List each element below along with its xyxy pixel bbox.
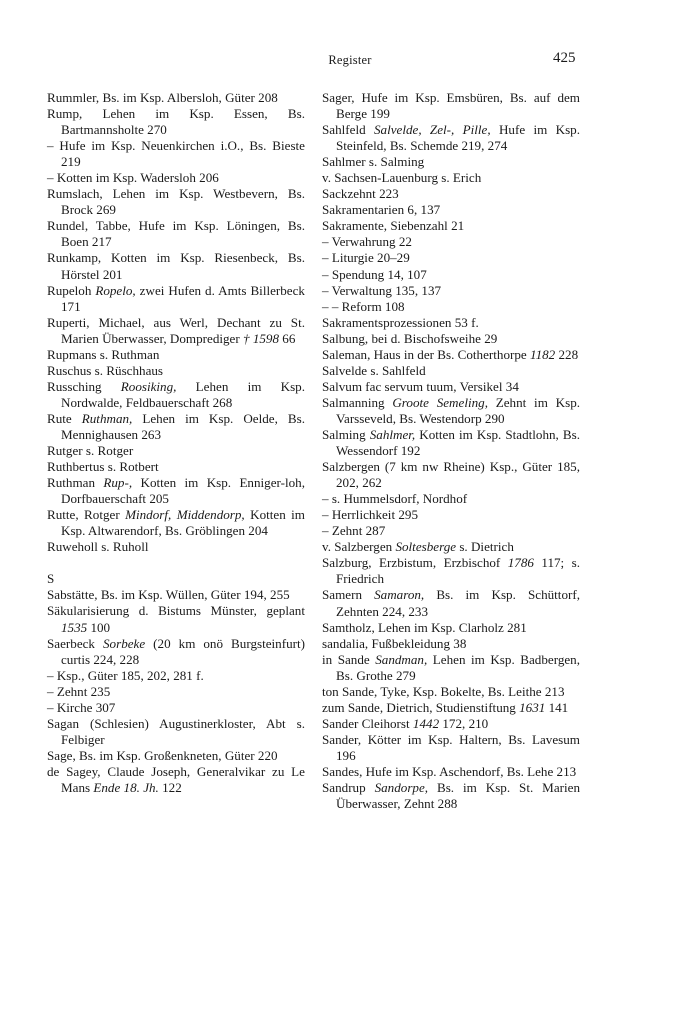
entry-text: Rupeloh: [47, 282, 96, 298]
entry-text: Samern: [322, 587, 375, 603]
entry-text: Hufe im Ksp. Steinfeld, Bs. Schemde 219, 274: [336, 122, 580, 154]
index-entry: [322, 491, 580, 507]
entry-text: ton Sande, Tyke, Ksp. Bokelte, Bs. Leithe 213: [322, 683, 565, 699]
index-entry: [47, 283, 305, 315]
index-entry: [322, 122, 580, 154]
entry-italic-text: Samaron,: [374, 587, 425, 603]
index-entry: [47, 636, 305, 668]
index-entry: [322, 218, 580, 234]
entry-italic-text: 1535: [61, 619, 88, 635]
index-entry: [47, 764, 305, 796]
entry-text: v. Sachsen-Lauenburg s. Erich: [322, 170, 482, 186]
index-entry: [322, 331, 580, 347]
entry-text: 122: [158, 779, 182, 795]
entry-text: Rute: [47, 410, 82, 426]
entry-text: 228: [555, 346, 579, 362]
index-entry: [322, 283, 580, 299]
index-entry: [47, 170, 305, 186]
entry-text: Ruschus s. Rüschhaus: [47, 362, 164, 378]
index-entry: [47, 363, 305, 379]
entry-text: – Ksp., Güter 185, 202, 281 f.: [47, 667, 204, 683]
entry-text: 66: [279, 330, 296, 346]
entry-text: Zehnt im Ksp. Varsseveld, Bs. Westendorp 290: [336, 394, 581, 426]
index-entry: [322, 427, 580, 459]
index-entry: [322, 700, 580, 716]
index-entry: [47, 475, 305, 507]
section-letter: S: [47, 571, 55, 587]
index-entry: [47, 379, 305, 411]
entry-text: Sandes, Hufe im Ksp. Aschendorf, Bs. Lehe 213: [322, 763, 577, 779]
entry-text: Sakramente, Siebenzahl 21: [322, 218, 465, 234]
entry-text: Saleman, Haus in der Bs. Cotherthorpe: [322, 346, 531, 362]
entry-text: – Herrlichkeit 295: [322, 507, 418, 523]
index-entry: [322, 154, 580, 170]
entry-text: Salbung, bei d. Bischofsweihe 29: [322, 330, 498, 346]
index-entry: [47, 315, 305, 347]
entry-italic-text: Salvelde, Zel-, Pille,: [373, 122, 491, 138]
entry-text: Bs. im Ksp. Schüttorf, Zehnten 224, 233: [336, 587, 580, 619]
entry-text: – s. Hummelsdorf, Nordhof: [322, 491, 468, 507]
entry-italic-text: 1442: [412, 715, 440, 731]
index-entry: [47, 603, 305, 635]
index-entry: [47, 459, 305, 475]
entry-italic-text: Ropelo,: [95, 282, 136, 298]
entry-italic-text: Roosiking,: [120, 378, 177, 394]
entry-italic-text: Soltesberge: [395, 539, 457, 555]
entry-text: – Liturgie 20–29: [322, 250, 410, 266]
entry-text: Lehen im Ksp. Nordwalde, Feldbauerschaft 268: [61, 378, 305, 410]
entry-text: Salming: [322, 426, 370, 442]
index-entry: [322, 379, 580, 395]
entry-italic-text: † 1598: [243, 330, 280, 346]
entry-text: Sackzehnt 223: [322, 186, 399, 202]
entry-text: sandalia, Fußbekleidung 38: [322, 635, 467, 651]
entry-italic-text: Sandorpe,: [374, 780, 429, 796]
entry-text: Kotten im Ksp. Enniger-loh, Dorfbauerschaft 205: [61, 475, 305, 507]
entry-text: Ruthman: [47, 475, 104, 491]
index-entry: [322, 684, 580, 700]
index-entry: [322, 732, 580, 764]
entry-text: Salvum fac servum tuum, Versikel 34: [322, 378, 519, 394]
entry-text: Sager, Hufe im Ksp. Emsbüren, Bs. auf dem Berge 199: [322, 90, 580, 122]
entry-text: Sahlfeld: [322, 122, 374, 138]
entry-text: 141: [545, 699, 569, 715]
entry-italic-text: Sahlmer,: [369, 426, 416, 442]
index-entry: [322, 555, 580, 587]
entry-text: Sahlmer s. Salming: [322, 154, 425, 170]
index-entry: [322, 234, 580, 250]
entry-text: Salmanning: [322, 394, 393, 410]
index-entry: [47, 90, 305, 106]
entry-italic-text: Groote Semeling,: [392, 394, 488, 410]
entry-text: Rundel, Tabbe, Hufe im Ksp. Löningen, Bs. Boen 217: [47, 218, 305, 250]
index-entry: [47, 250, 305, 282]
entry-text: Sagan (Schlesien) Augustinerkloster, Abt s. Felbiger: [47, 715, 305, 747]
entry-text: Salvelde s. Sahlfeld: [322, 362, 426, 378]
index-entry: [322, 507, 580, 523]
entry-text: Ruperti, Michael, aus Werl, Dechant zu St. Marien Überwasser, Domprediger: [47, 314, 305, 346]
entry-text: Rummler, Bs. im Ksp. Albersloh, Güter 208: [47, 90, 278, 105]
entry-text: Kotten im Ksp. Altwarendorf, Bs. Gröblingen 204: [61, 507, 305, 539]
entry-text: Runkamp, Kotten im Ksp. Riesenbeck, Bs. Hörstel 201: [47, 250, 305, 282]
index-entry: [322, 170, 580, 186]
index-entry: [322, 90, 580, 122]
entry-text: Sandrup: [322, 780, 375, 796]
entry-text: – Verwaltung 135, 137: [322, 282, 442, 298]
entry-text: 172, 210: [439, 715, 489, 731]
index-entry: [47, 443, 305, 459]
entry-text: – Verwahrung 22: [322, 234, 412, 250]
index-entry: [47, 748, 305, 764]
entry-text: Sander, Kötter im Ksp. Haltern, Bs. Lavesum 196: [322, 731, 580, 763]
index-entry: [47, 347, 305, 363]
running-header: Register: [328, 53, 372, 67]
entry-text: in Sande: [322, 651, 376, 667]
index-entry: [322, 523, 580, 539]
entry-text: Lehen im Ksp. Badbergen, Bs. Grothe 279: [336, 651, 580, 683]
entry-text: – Spendung 14, 107: [322, 266, 427, 282]
entry-text: Kotten im Ksp. Stadtlohn, Bs. Wessendorf 192: [336, 426, 580, 459]
entry-text: zwei Hufen d. Amts Billerbeck 171: [61, 282, 305, 314]
index-entry: [322, 539, 580, 555]
entry-text: Bs. im Ksp. St. Marien Überwasser, Zehnt 288: [336, 780, 580, 812]
entry-text: Salzburg, Erzbistum, Erzbischof: [322, 555, 508, 571]
entry-text: (20 km onö Burgsteinfurt) curtis 224, 228: [61, 635, 305, 667]
entry-text: – Hufe im Ksp. Neuenkirchen i.O., Bs. Bieste 219: [47, 138, 305, 170]
entry-text: Russching: [47, 378, 121, 394]
index-column-right: [322, 90, 580, 812]
entry-text: v. Salzbergen: [322, 539, 396, 555]
entry-text: Sabstätte, Bs. im Ksp. Wüllen, Güter 194, 255: [47, 587, 290, 603]
index-entry: [47, 507, 305, 539]
index-entry: [322, 202, 580, 218]
entry-text: Rutger s. Rotger: [47, 443, 134, 459]
index-entry: [322, 716, 580, 732]
index-entry: [322, 363, 580, 379]
entry-text: 100: [87, 619, 111, 635]
entry-text: Sakramentarien 6, 137: [322, 202, 441, 218]
entry-italic-text: Ruthman,: [81, 410, 133, 426]
entry-text: Rump, Lehen im Ksp. Essen, Bs. Bartmannsholte 270: [47, 106, 305, 138]
index-entry: [47, 218, 305, 250]
entry-italic-text: 1786: [507, 555, 534, 571]
entry-text: Samtholz, Lehen im Ksp. Clarholz 281: [322, 619, 527, 635]
index-entry: [47, 700, 305, 716]
entry-italic-text: Mindorf, Middendorp,: [125, 507, 245, 523]
index-entry: [322, 652, 580, 684]
index-entry: [47, 587, 305, 603]
index-entry: [322, 299, 580, 315]
index-entry: [47, 539, 305, 555]
index-entry: [47, 668, 305, 684]
entry-italic-text: Rup-,: [103, 475, 133, 491]
page-number: 425: [553, 50, 576, 66]
entry-text: Rupmans s. Ruthman: [47, 346, 160, 362]
entry-text: – – Reform 108: [322, 298, 405, 314]
entry-text: s. Dietrich: [456, 539, 514, 555]
index-entry: [322, 395, 580, 427]
index-entry: [47, 716, 305, 748]
index-entry: [47, 411, 305, 443]
entry-text: – Kirche 307: [47, 699, 116, 715]
entry-text: 117; s. Friedrich: [336, 555, 580, 587]
entry-italic-text: 1631: [519, 699, 546, 715]
entry-text: – Zehnt 235: [47, 683, 111, 699]
entry-text: Ruweholl s. Ruholl: [47, 539, 149, 555]
index-entry: [322, 587, 580, 619]
entry-text: Sander Cleihorst: [322, 715, 413, 731]
index-entry: [47, 106, 305, 138]
entry-italic-text: 1182: [530, 346, 556, 362]
index-entry: [47, 138, 305, 170]
entry-text: zum Sande, Dietrich, Studienstiftung: [322, 699, 520, 715]
entry-text: Saerbeck: [47, 635, 103, 651]
entry-italic-text: Sorbeke: [103, 635, 146, 651]
entry-text: Rumslach, Lehen im Ksp. Westbevern, Bs. Brock 269: [47, 186, 305, 218]
index-column-left: [47, 90, 305, 796]
index-entry: [322, 636, 580, 652]
entry-italic-text: Ende 18. Jh.: [93, 779, 159, 795]
entry-text: Ruthbertus s. Rotbert: [47, 459, 159, 475]
index-entry: [322, 780, 580, 812]
entry-italic-text: Sandman,: [375, 651, 428, 667]
index-entry: [322, 459, 580, 491]
index-entry: [322, 186, 580, 202]
entry-text: Salzbergen (7 km nw Rheine) Ksp., Güter 185, 202, 262: [322, 459, 580, 491]
index-entry: [322, 250, 580, 266]
index-entry: [322, 347, 580, 363]
index-entry: [322, 620, 580, 636]
entry-text: Rutte, Rotger: [47, 507, 126, 523]
entry-text: – Zehnt 287: [322, 523, 386, 539]
entry-text: – Kotten im Ksp. Wadersloh 206: [47, 170, 219, 186]
index-entry: [47, 186, 305, 218]
entry-text: Säkularisierung d. Bistums Münster, geplant: [47, 603, 305, 619]
entry-text: de Sagey, Claude Joseph, Generalvikar zu Le Mans: [47, 763, 305, 795]
index-entry: [322, 267, 580, 283]
index-entry: [322, 315, 580, 331]
entry-text: Lehen im Ksp. Oelde, Bs. Mennighausen 263: [61, 410, 305, 442]
entry-text: Sage, Bs. im Ksp. Großenkneten, Güter 220: [47, 747, 278, 763]
entry-text: Sakramentsprozessionen 53 f.: [322, 314, 479, 330]
index-entry: [322, 764, 580, 780]
index-entry: [47, 684, 305, 700]
